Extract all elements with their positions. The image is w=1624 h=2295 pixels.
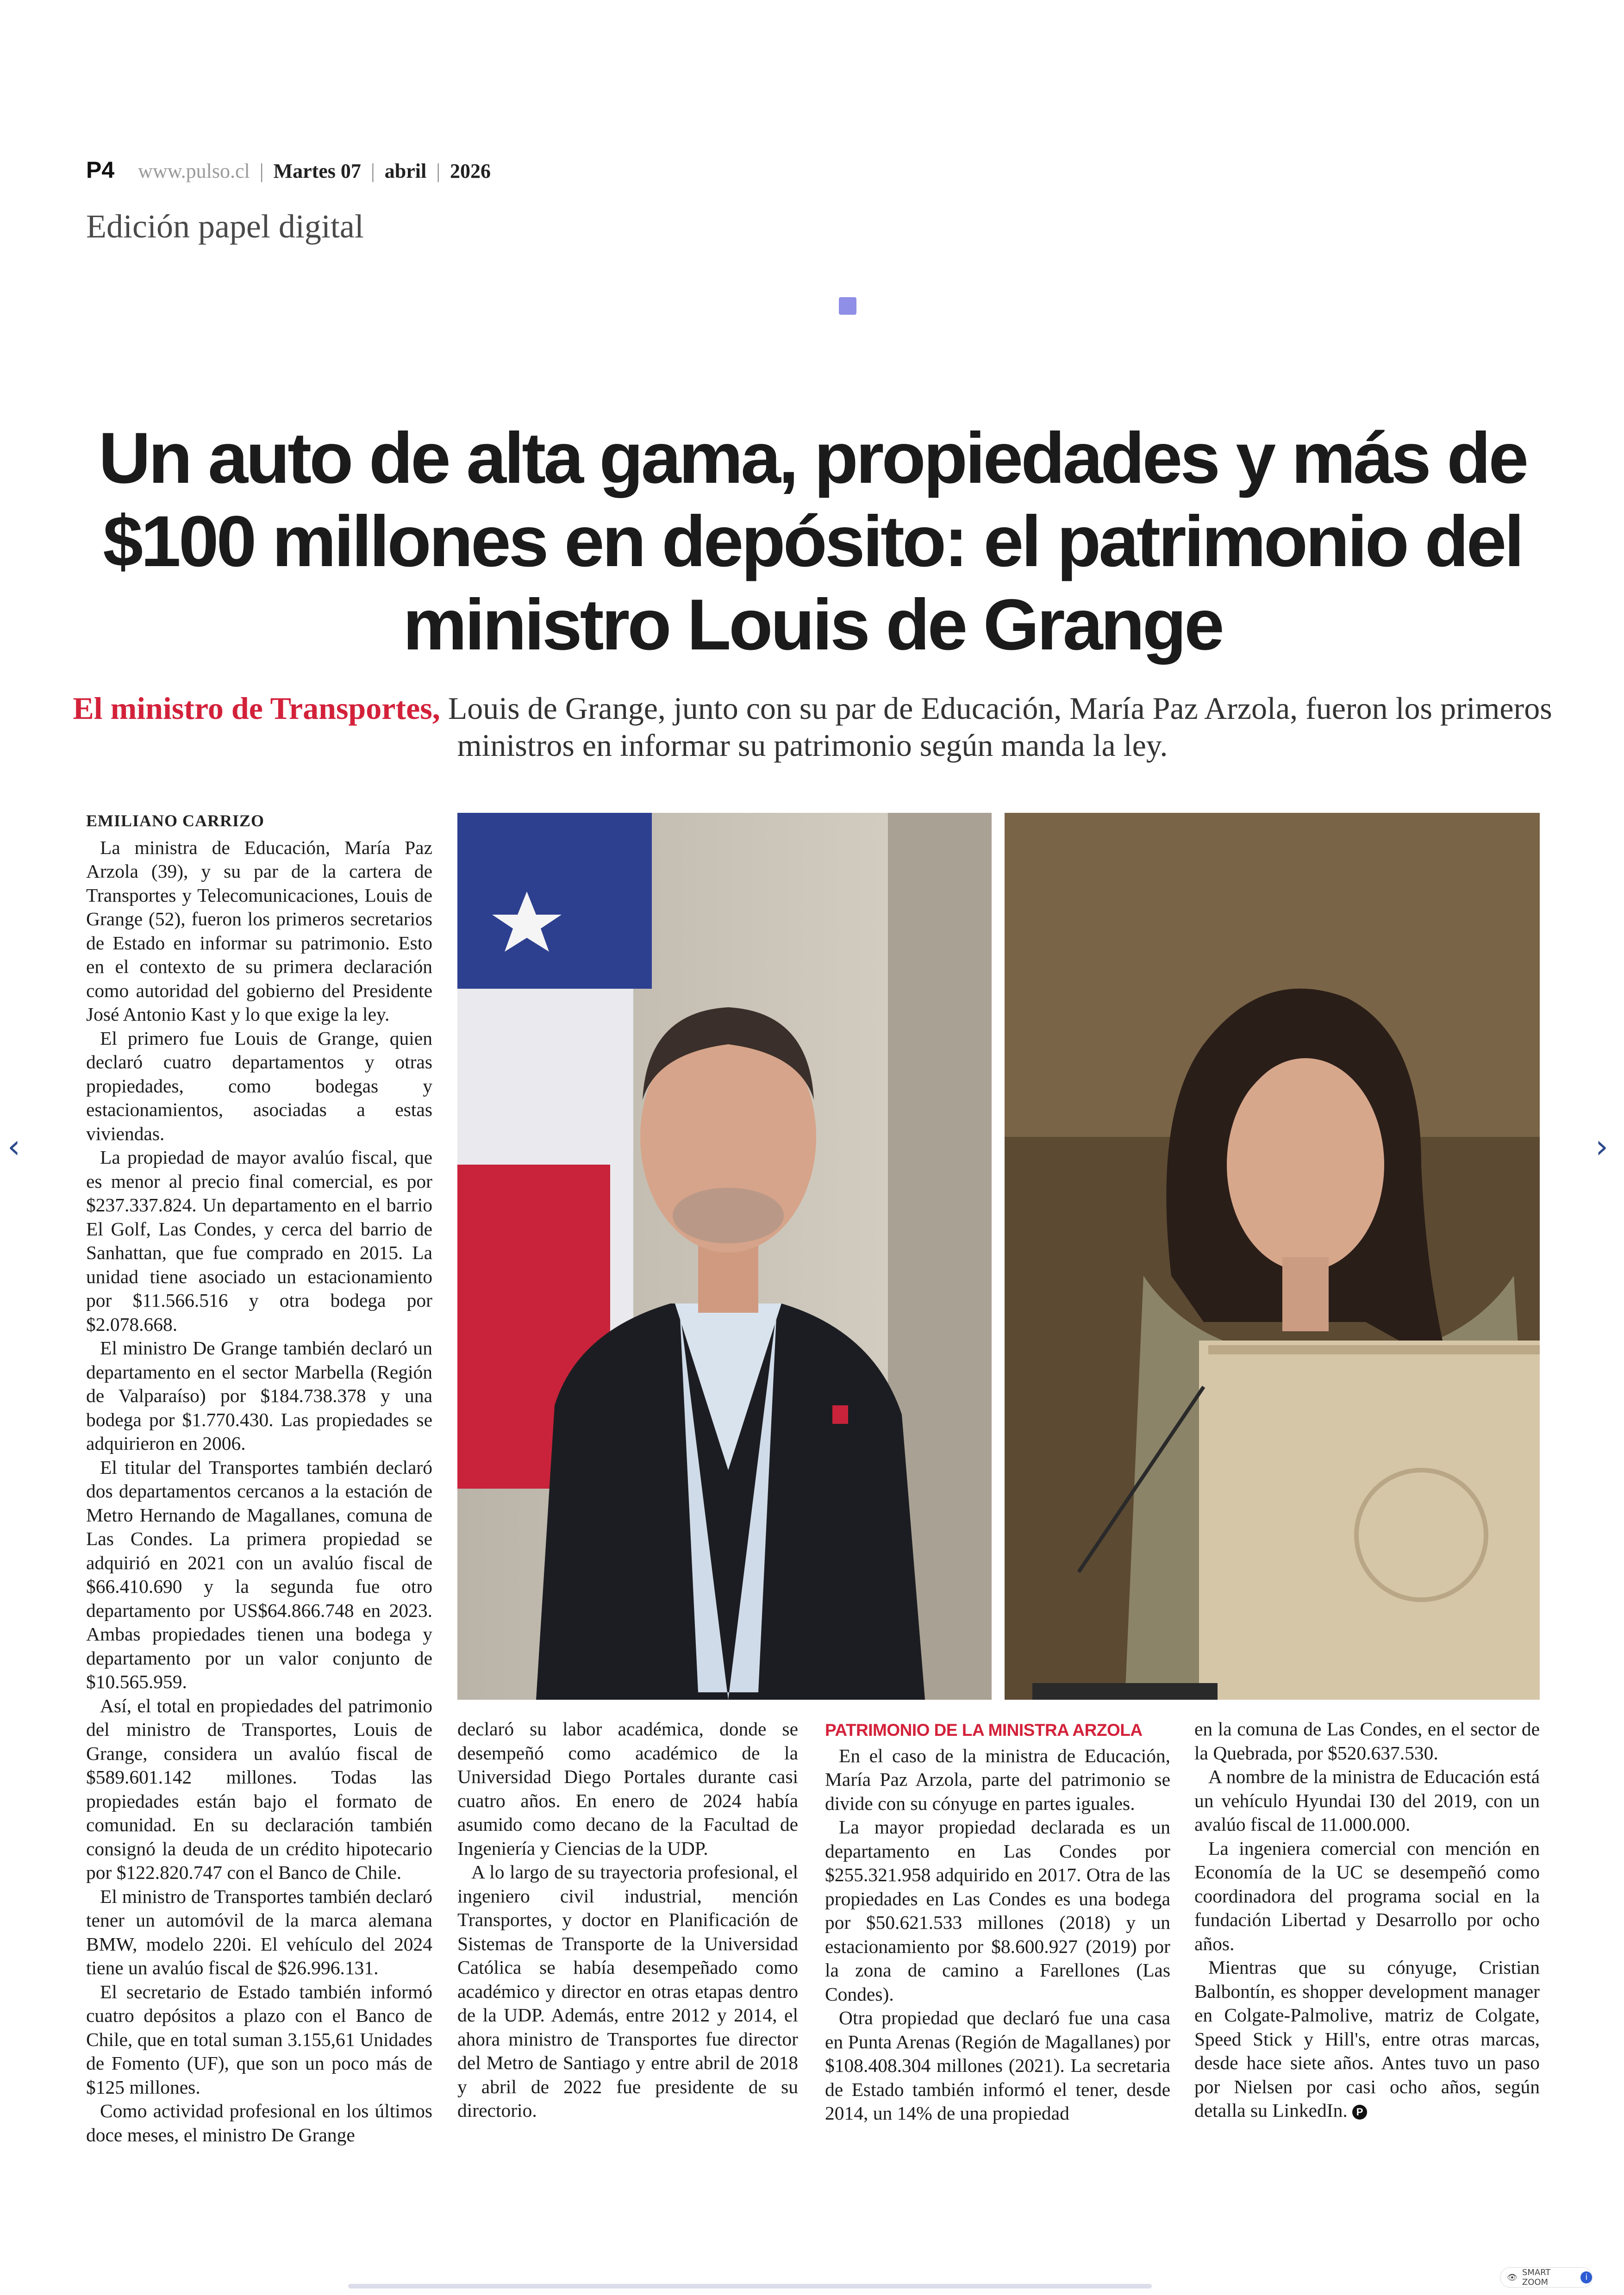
article-column-1 [86,809,432,2147]
paragraph: El titular del Transportes también declaró dos departamentos cercanos a la estación de Metro Hernando de Magallanes, comuna de Las Condes. La primera propiedad se adquirió en 2021 con un avalúo fiscal de $66.410.690 y la segunda fue otro departamento por US$64.866.748 en 2023. Ambas propiedades tienen una bodega y departamento por un valor conjunto de $10.565.959. [86,1456,432,1692]
date-year: 2026 [450,160,491,182]
paragraph: declaró su labor académica, donde se desempeñó como académico de la Universidad Diego Portales durante casi cuatro años. En enero de 2024 había asumido como decano de la Facultad de Ingeniería y Ciencias de la UDP. [457,1718,798,1859]
photo-louis-de-grange [457,813,992,1700]
ad-marker-icon[interactable] [839,297,856,315]
paragraph: en la comuna de Las Condes, en el sector de la Quebrada, por $520.637.530. [1194,1718,1540,1764]
page-number: P4 [86,157,115,183]
article-column-4 [1194,1717,1540,2123]
info-badge: i [1580,2271,1592,2283]
paragraph: El ministro De Grange también declaró un departamento en el sector Marbella (Región de Valparaíso) por $184.738.378 y una bodega por $1.770.430. Las propiedades se adquirieron en 2006. [86,1337,432,1454]
photo-maria-paz-arzola [1005,813,1540,1700]
paragraph: Otra propiedad que declaró fue una casa en Punta Arenas (Región de Magallanes) por $108.408.304 millones (2021). La secretaria de Estado también informó el tener, desde 2014, un 14% de una propiedad [825,2007,1170,2124]
article-column-2 [457,1717,798,2123]
article-column-3 [825,1718,1170,2126]
prev-page-icon[interactable]: ‹ [7,1128,20,1166]
horizontal-scrollbar[interactable] [348,2284,1152,2289]
separator: | [436,160,441,182]
smart-zoom-label: SMART ZOOM [1522,2268,1551,2287]
next-page-icon[interactable]: › [1595,1128,1608,1166]
headline: Un auto de alta gama, propiedades y más de $100 millones en depósito: el patrimonio del ministro Louis de Grange [98,418,1527,665]
photo-louis-de-grange-image [457,813,992,1700]
date-day: Martes 07 [273,160,361,182]
subheading: PATRIMONIO DE LA MINISTRA ARZOLA [825,1721,1143,1740]
deck-text: Louis de Grange, junto con su par de Educación, María Paz Arzola, fueron los primeros ministros en informar su patrimonio según manda la ley. [440,691,1552,763]
paragraph: El secretario de Estado también informó cuatro depósitos a plazo con el Banco de Chile, que en total suman 3.155,61 Unidades de Fomento (UF), que son un poco más de $125 millones. [86,1981,432,2098]
paragraph: El ministro de Transportes también declaró tener un automóvil de la marca alemana BMW, modelo 220i. El vehículo del 2024 tiene un avalúo fiscal de $26.996.131. [86,1885,432,1978]
smart-zoom-button[interactable] [1500,2267,1593,2288]
end-mark-icon: P [1352,2105,1367,2120]
paragraph: El primero fue Louis de Grange, quien declaró cuatro departamentos y otras propiedades, como bodegas y estacionamientos, asociadas a estas viviendas. [86,1027,432,1144]
photo-maria-paz-arzola-image [1005,813,1540,1700]
deck [69,690,1555,764]
eye-icon: 👁 [1507,2272,1518,2283]
paragraph [1194,1956,1540,2123]
date-month: abril [384,160,427,182]
site-url[interactable]: www.pulso.cl [138,160,250,182]
page-header [86,156,491,183]
deck-lead: El ministro de Transportes, [73,691,440,726]
paragraph: A lo largo de su trayectoria profesional, el ingeniero civil industrial, mención Transportes, y doctor en Planificación de Sistemas de Transporte de la Universidad Católica se había desempeñado como académico y director en otras etapas dentro de la UDP. Además, entre 2012 y 2014, el ahora ministro de Transportes fue director del Metro de Santiago y entre abril de 2018 y abril de 2022 fue presidente de su directorio. [457,1861,798,2121]
byline: EMILIANO CARRIZO [86,811,265,830]
paragraph: La propiedad de mayor avalúo fiscal, que es menor al precio final comercial, es por $237.337.824. Un departamento en el barrio El Golf, Las Condes, y cerca del barrio de Sanhattan, que fue comprado en 2015. La unidad tiene asociado un estacionamiento por $11.566.516 y otra bodega por $2.078.668. [86,1147,432,1335]
paragraph: Así, el total en propiedades del patrimonio del ministro de Transportes, Louis de Grange, considera un avalúo fiscal de $589.601.142 millones. Todas las propiedades están bajo el formato de comunidad. En su declaración también consignó la deuda de un crédito hipotecario por $122.820.747 con el Banco de Chile. [86,1695,432,1883]
paragraph-text: Mientras que su cónyuge, Cristian Balbontín, es shopper development manager en Colgate-Palmolive, matriz de Colgate, Speed Stick y Hill's, entre otras marcas, desde hace siete años. Antes tuvo un paso por Nielsen por casi ocho años, según detalla su LinkedIn. [1194,1957,1540,2121]
paragraph: Como actividad profesional en los últimos doce meses, el ministro De Grange [86,2100,432,2145]
paragraph: La ingeniera comercial con mención en Economía de la UC se desempeñó como coordinadora del programa social en la fundación Libertad y Desarrollo por ocho años. [1194,1837,1540,1954]
edition-label: Edición papel digital [86,208,364,245]
paragraph: En el caso de la ministra de Educación, María Paz Arzola, parte del patrimonio se divide con su cónyuge en partes iguales. [825,1745,1170,1814]
paragraph: La mayor propiedad declarada es un departamento en Las Condes por $255.321.958 adquirido en 2017. Otra de las propiedades en Las Condes es una bodega por $50.621.533 millones (2018) y un estacionamiento por $8.600.927 (2019) por la zona de camino a Farellones (Las Condes). [825,1816,1170,2005]
separator: | [370,160,375,182]
paragraph: A nombre de la ministra de Educación está un vehículo Hyundai I30 del 2019, con un avalúo fiscal de 11.000.000. [1194,1766,1540,1835]
paragraph: La ministra de Educación, María Paz Arzola (39), y su par de la cartera de Transportes y Telecomunicaciones, Louis de Grange (52), fueron los primeros secretarios de Estado en informar su patrimonio. Esto en el contexto de su primera declaración como autoridad del gobierno del Presidente José Antonio Kast y lo que exige la ley. [86,836,432,1025]
separator: | [259,160,264,182]
